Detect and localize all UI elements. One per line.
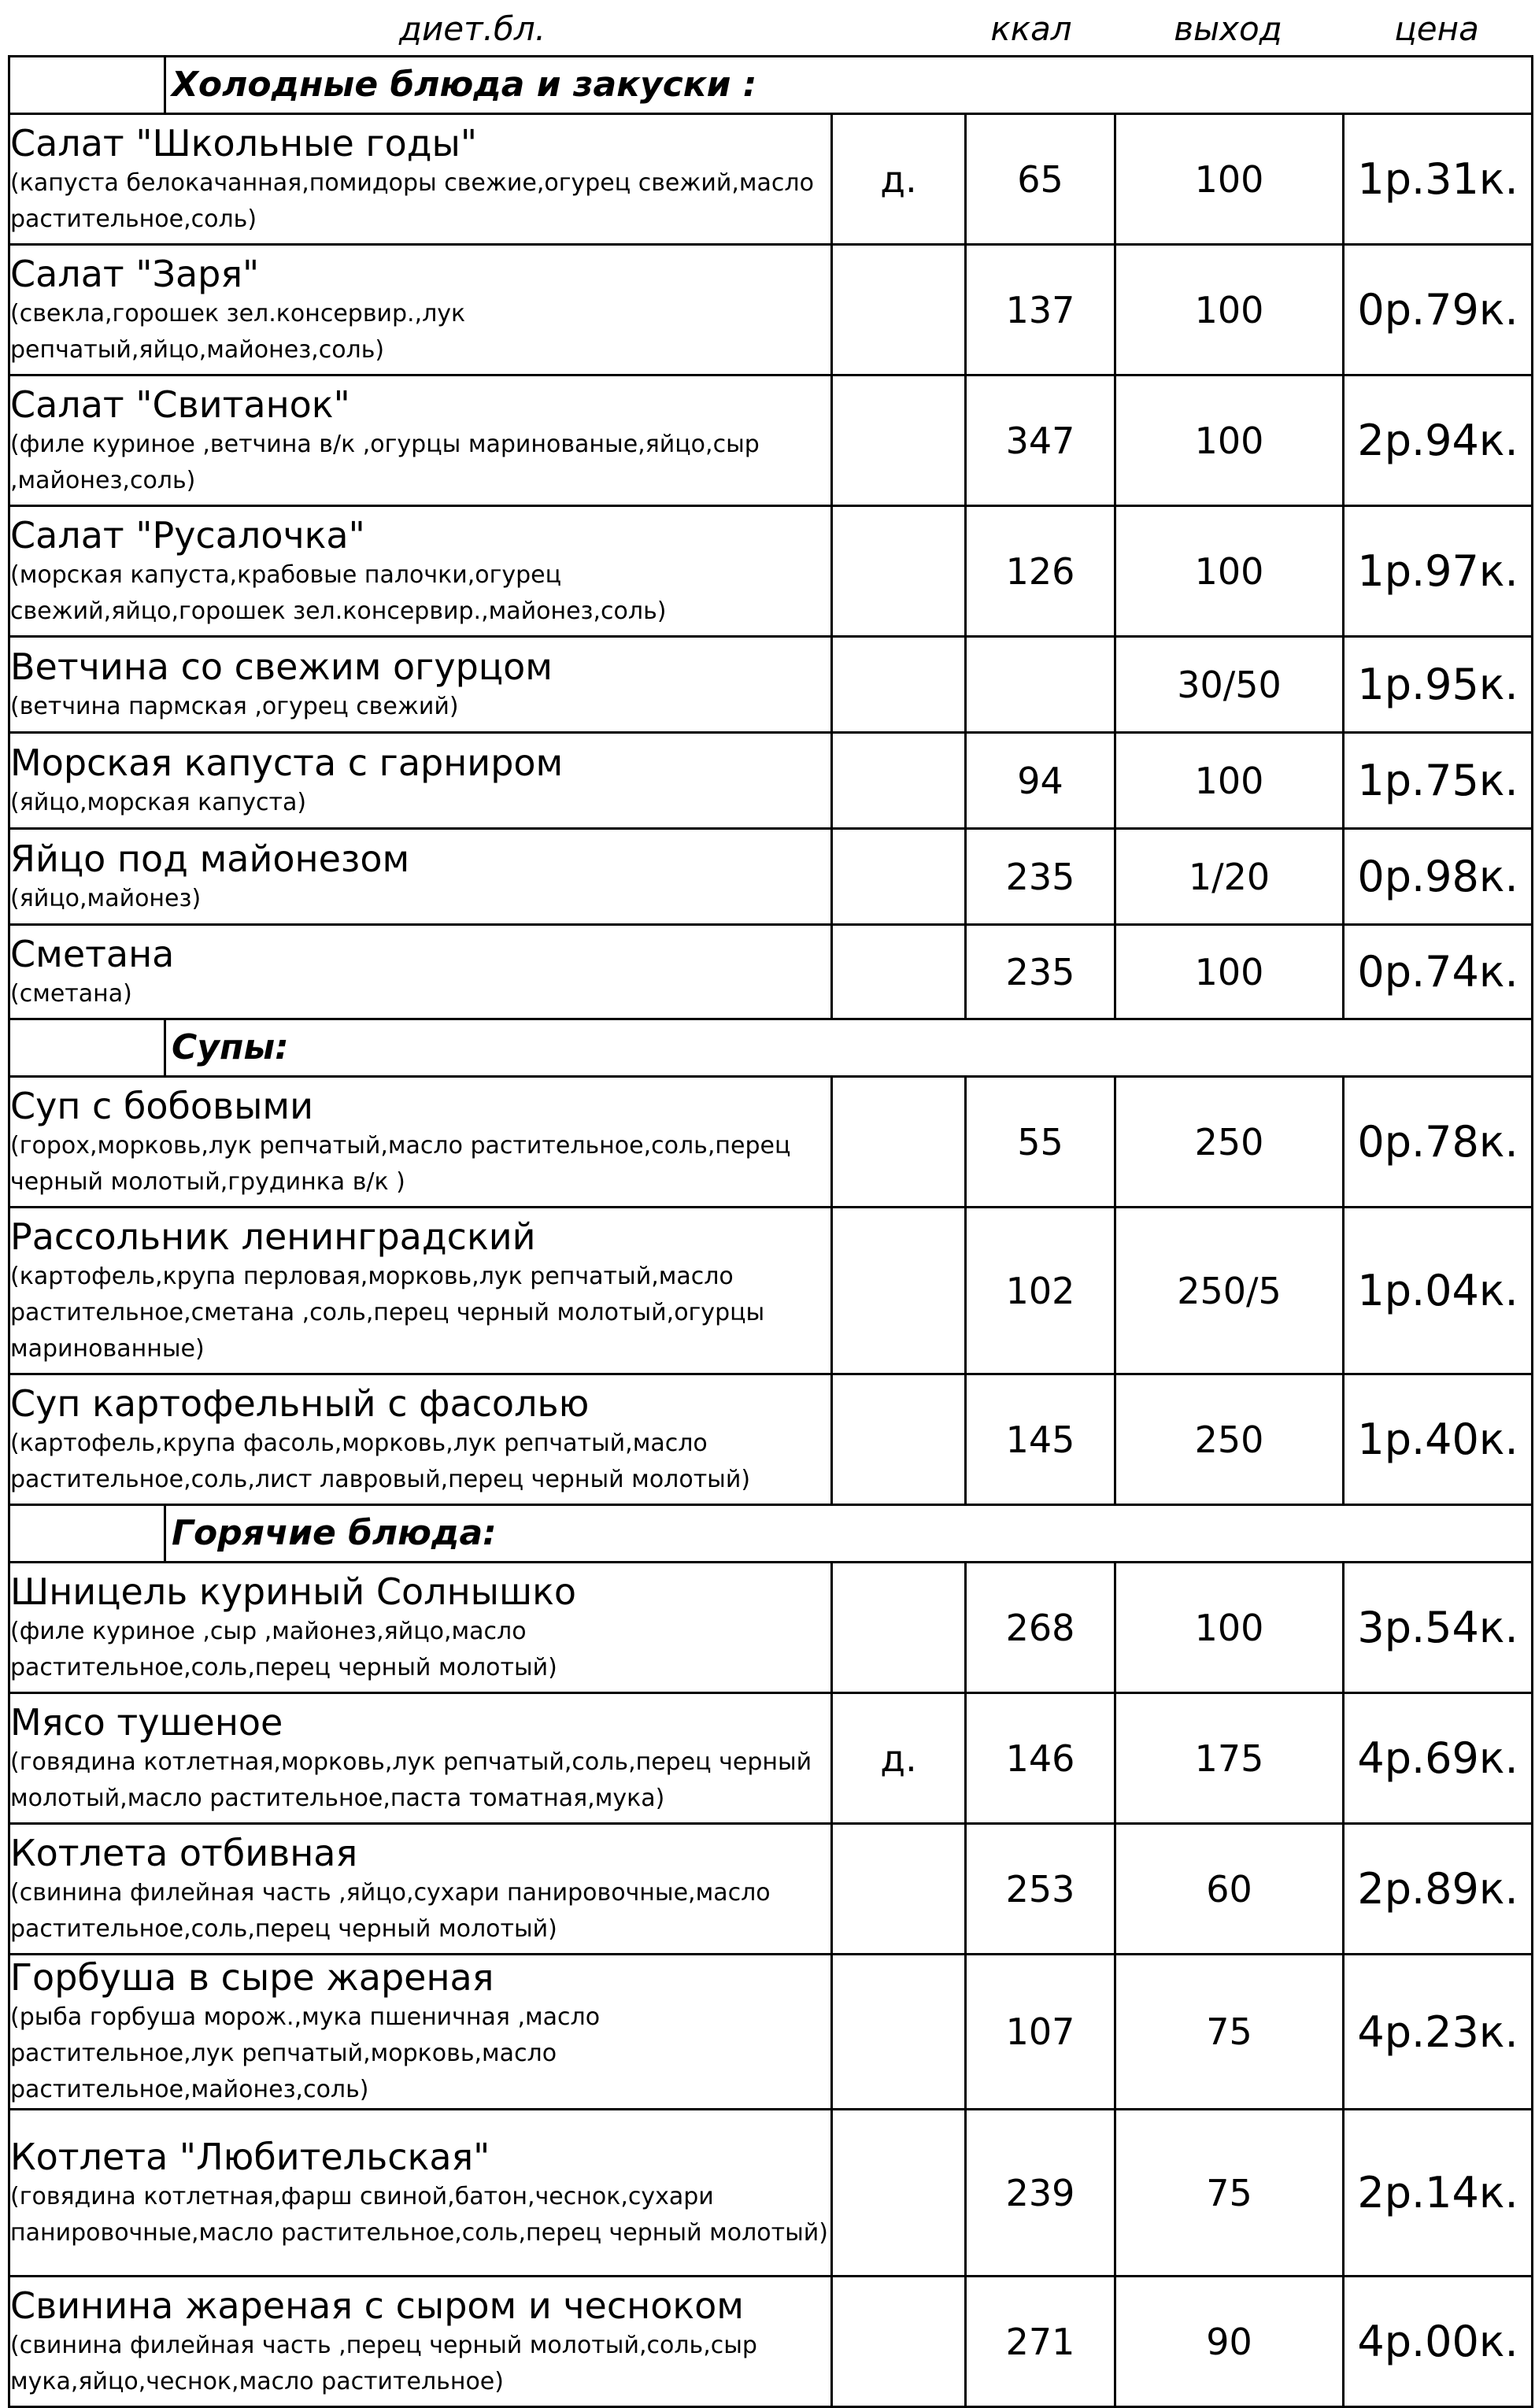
dish-output: 30/50: [1115, 637, 1344, 733]
dish-ingredients: (картофель,крупа фасоль,морковь,лук репчатый,масло растительное,соль,лист лавровый,перец черный молотый): [10, 1429, 751, 1493]
dish-ingredients: (свекла,горошек зел.консервир.,лук репчатый,яйцо,майонез,соль): [10, 299, 466, 364]
dish-output: 100: [1115, 733, 1344, 829]
dish-price: 4р.69к.: [1344, 1693, 1533, 1824]
table-row: [9, 1824, 1533, 1955]
section-row: [9, 57, 1533, 114]
dish-diet: [832, 733, 966, 829]
dish-diet: [832, 1374, 966, 1505]
dish-kcal: 253: [966, 1824, 1115, 1955]
dish-kcal: [966, 637, 1115, 733]
dish-kcal: 94: [966, 733, 1115, 829]
dish-name: Салат "Свитанок": [10, 383, 350, 426]
table-row: [9, 1077, 1533, 1208]
dish-diet: [832, 245, 966, 375]
dish-ingredients: (яйцо,морская капуста): [10, 788, 307, 816]
table-row: [9, 829, 1533, 925]
dish-ingredients: (говядина котлетная,морковь,лук репчатый,соль,перец черный молотый,масло растительное,паста томатная,мука): [10, 1748, 812, 1812]
dish-output: 100: [1115, 925, 1344, 1019]
dish-kcal: 146: [966, 1693, 1115, 1824]
table-row: [9, 1563, 1533, 1693]
dish-output: 175: [1115, 1693, 1344, 1824]
dish-name: Салат "Русалочка": [10, 513, 365, 557]
dish-kcal: 271: [966, 2277, 1115, 2407]
dish-kcal: 107: [966, 1955, 1115, 2110]
dish-kcal: 55: [966, 1077, 1115, 1208]
dish-price: 0р.98к.: [1344, 829, 1533, 925]
dish-price: 1р.40к.: [1344, 1374, 1533, 1505]
dish-output: 90: [1115, 2277, 1344, 2407]
dish-diet: [832, 829, 966, 925]
table-row: [9, 1374, 1533, 1505]
dish-name: Суп картофельный с фасолью: [10, 1382, 590, 1425]
dish-diet: [832, 1208, 966, 1374]
dish-output: 100: [1115, 114, 1344, 245]
dish-diet: [832, 2110, 966, 2277]
dish-ingredients: (свинина филейная часть ,перец черный молотый,соль,сыр мука,яйцо,чеснок,масло растительное): [10, 2331, 757, 2395]
dish-kcal: 235: [966, 925, 1115, 1019]
dish-kcal: 137: [966, 245, 1115, 375]
header-diet: диет.бл.: [398, 9, 546, 48]
table-row: [9, 245, 1533, 375]
dish-price: 1р.95к.: [1344, 637, 1533, 733]
dish-output: 100: [1115, 375, 1344, 506]
section-row: [9, 1019, 1533, 1077]
table-row: [9, 2277, 1533, 2407]
dish-ingredients: (картофель,крупа перловая,морковь,лук репчатый,масло растительное,сметана ,соль,перец черный молотый,огурцы маринованные): [10, 1262, 765, 1363]
dish-kcal: 235: [966, 829, 1115, 925]
dish-ingredients: (яйцо,майонез): [10, 884, 202, 912]
table-row: [9, 733, 1533, 829]
header-price: цена: [1394, 9, 1479, 48]
dish-price: 1р.75к.: [1344, 733, 1533, 829]
dish-output: 100: [1115, 245, 1344, 375]
dish-diet: [832, 506, 966, 637]
table-row: [9, 1693, 1533, 1824]
dish-name: Ветчина со свежим огурцом: [10, 645, 553, 688]
dish-ingredients: (рыба горбуша морож.,мука пшеничная ,масло растительное,лук репчатый,морковь,масло растительное,майонез,соль): [10, 2003, 601, 2103]
table-row: [9, 375, 1533, 506]
dish-diet: [832, 1077, 966, 1208]
dish-kcal: 268: [966, 1563, 1115, 1693]
dish-diet: д.: [832, 114, 966, 245]
dish-name: Суп с бобовыми: [10, 1084, 314, 1127]
dish-kcal: 65: [966, 114, 1115, 245]
dish-price: 2р.89к.: [1344, 1824, 1533, 1955]
dish-diet: [832, 637, 966, 733]
header-output: выход: [1174, 9, 1282, 48]
dish-price: 4р.00к.: [1344, 2277, 1533, 2407]
dish-ingredients: (морская капуста,крабовые палочки,огурец свежий,яйцо,горошек зел.консервир.,майонез,соль): [10, 560, 667, 625]
dish-name: Горбуша в сыре жареная: [10, 1956, 494, 1999]
dish-name: Сметана: [10, 932, 175, 975]
menu-table: [8, 55, 1533, 2408]
dish-name: Котлета отбивная: [10, 1831, 358, 1874]
dish-price: 1р.04к.: [1344, 1208, 1533, 1374]
dish-ingredients: (свинина филейная часть ,яйцо,сухари панировочные,масло растительное,соль,перец черный молотый): [10, 1878, 771, 1943]
dish-price: 4р.23к.: [1344, 1955, 1533, 2110]
dish-price: 0р.79к.: [1344, 245, 1533, 375]
table-row: [9, 2110, 1533, 2277]
dish-kcal: 126: [966, 506, 1115, 637]
dish-name: Котлета "Любительская": [10, 2135, 490, 2178]
dish-name: Свинина жареная с сыром и чесноком: [10, 2284, 744, 2327]
dish-price: 3р.54к.: [1344, 1563, 1533, 1693]
dish-price: 1р.97к.: [1344, 506, 1533, 637]
dish-output: 100: [1115, 1563, 1344, 1693]
dish-output: 250: [1115, 1077, 1344, 1208]
dish-ingredients: (филе куриное ,сыр ,майонез,яйцо,масло растительное,соль,перец черный молотый): [10, 1617, 557, 1681]
table-row: [9, 1208, 1533, 1374]
dish-ingredients: (сметана): [10, 979, 132, 1008]
table-row: [9, 114, 1533, 245]
dish-diet: д.: [832, 1693, 966, 1824]
dish-diet: [832, 1563, 966, 1693]
dish-diet: [832, 1824, 966, 1955]
dish-name: Мясо тушеное: [10, 1700, 283, 1744]
dish-output: 1/20: [1115, 829, 1344, 925]
dish-name: Морская капуста с гарниром: [10, 741, 564, 784]
table-row: [9, 506, 1533, 637]
section-row: [9, 1505, 1533, 1563]
dish-ingredients: (говядина котлетная,фарш свиной,батон,чеснок,сухари панировочные,масло растительное,соль,перец черный молотый): [10, 2182, 828, 2247]
dish-output: 250: [1115, 1374, 1344, 1505]
dish-ingredients: (горох,морковь,лук репчатый,масло растительное,соль,перец черный молотый,грудинка в/к ): [10, 1131, 791, 1196]
dish-output: 100: [1115, 506, 1344, 637]
dish-ingredients: (ветчина пармская ,огурец свежий): [10, 692, 459, 720]
dish-price: 2р.94к.: [1344, 375, 1533, 506]
dish-kcal: 145: [966, 1374, 1115, 1505]
dish-price: 0р.74к.: [1344, 925, 1533, 1019]
table-row: [9, 925, 1533, 1019]
header-kcal: ккал: [990, 9, 1072, 48]
dish-diet: [832, 925, 966, 1019]
section-title: Супы:: [172, 1027, 289, 1067]
dish-name: Салат "Школьные годы": [10, 121, 478, 165]
dish-name: Рассольник ленинградский: [10, 1215, 536, 1258]
dish-price: 2р.14к.: [1344, 2110, 1533, 2277]
dish-ingredients: (филе куриное ,ветчина в/к ,огурцы маринованые,яйцо,сыр ,майонез,соль): [10, 430, 760, 494]
dish-ingredients: (капуста белокачанная,помидоры свежие,огурец свежий,масло растительное,соль): [10, 168, 814, 233]
table-row: [9, 637, 1533, 733]
dish-output: 60: [1115, 1824, 1344, 1955]
dish-price: 1р.31к.: [1344, 114, 1533, 245]
table-row: [9, 1955, 1533, 2110]
dish-output: 75: [1115, 2110, 1344, 2277]
section-title: Горячие блюда:: [172, 1513, 497, 1553]
dish-name: Салат "Заря": [10, 252, 260, 295]
dish-output: 75: [1115, 1955, 1344, 2110]
dish-output: 250/5: [1115, 1208, 1344, 1374]
dish-kcal: 347: [966, 375, 1115, 506]
dish-diet: [832, 2277, 966, 2407]
dish-kcal: 239: [966, 2110, 1115, 2277]
dish-price: 0р.78к.: [1344, 1077, 1533, 1208]
dish-name: Яйцо под майонезом: [10, 837, 410, 880]
dish-diet: [832, 1955, 966, 2110]
dish-name: Шницель куриный Солнышко: [10, 1570, 576, 1613]
section-title: Холодные блюда и закуски :: [172, 65, 757, 105]
dish-kcal: 102: [966, 1208, 1115, 1374]
dish-diet: [832, 375, 966, 506]
